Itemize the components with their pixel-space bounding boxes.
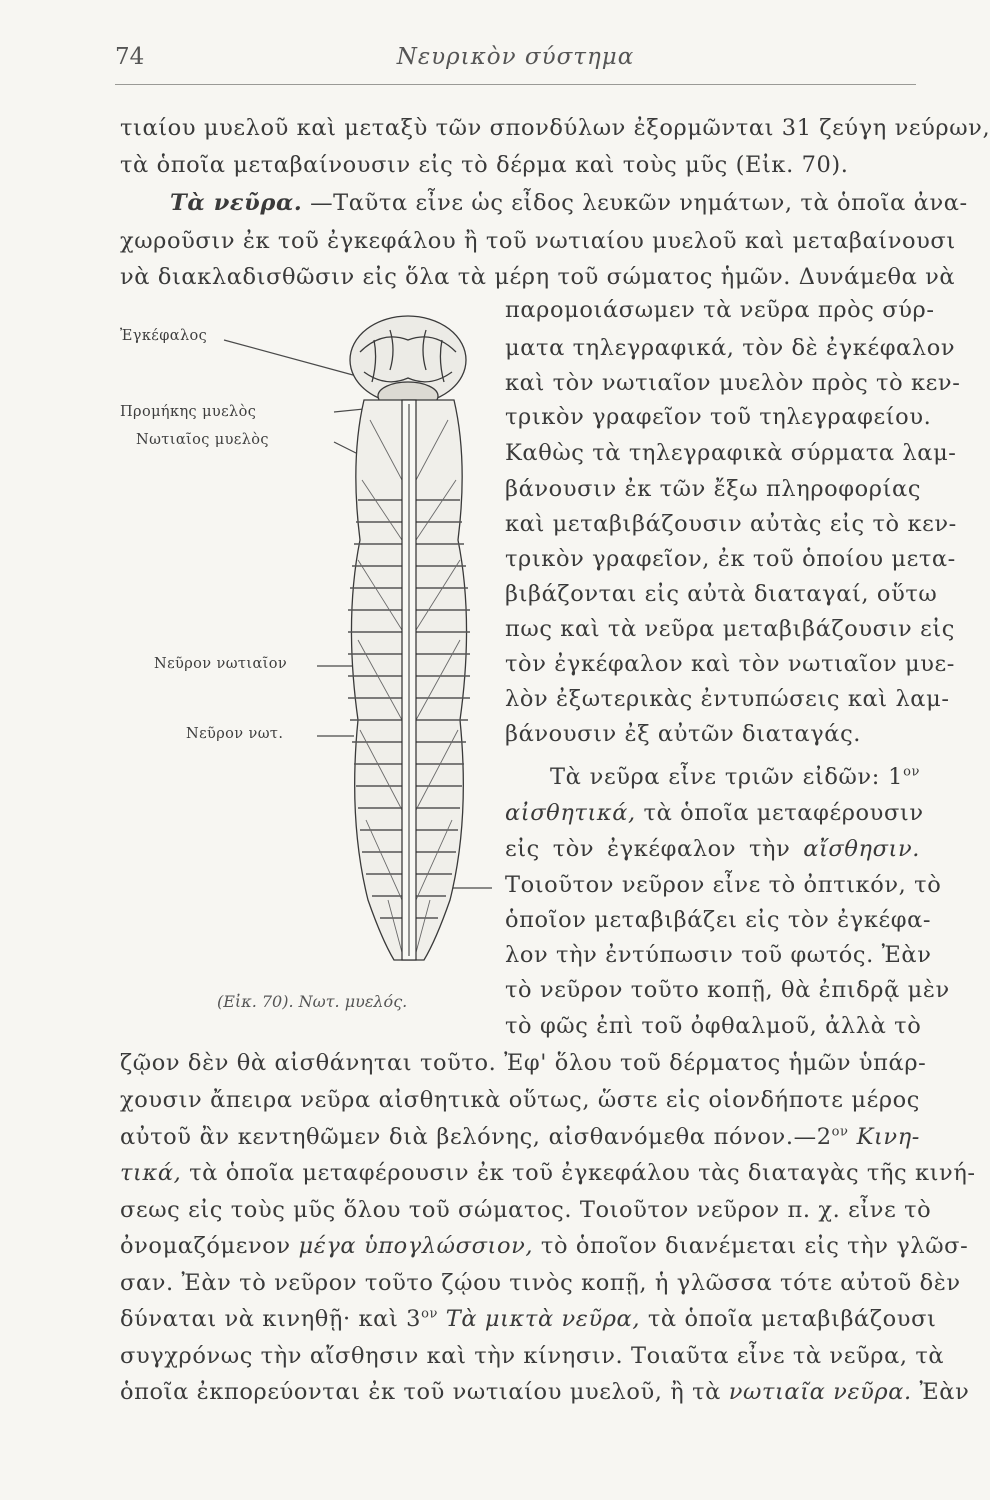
text-line: Τοιοῦτον νεῦρον εἶνε τὸ ὀπτικόν, τὸ bbox=[505, 872, 942, 898]
text-line: ὁποῖον μεταβιβάζει εἰς τὸν ἐγκέφα- bbox=[505, 907, 932, 933]
text-line: συγχρόνως τὴν αἴσθησιν καὶ τὴν κίνησιν. Τοιαῦτα εἶνε τὰ νεῦρα, τὰ bbox=[120, 1343, 945, 1369]
text-line: σεως εἰς τοὺς μῦς ὅλου τοῦ σώματος. Τοιοῦτον νεῦρον π. χ. εἶνε τὸ bbox=[120, 1197, 932, 1223]
text-span: τὰ ὁποῖα μεταφέρουσιν bbox=[635, 800, 924, 826]
text-span: Ἐὰν bbox=[911, 1379, 970, 1405]
text-line bbox=[505, 800, 924, 826]
text-line bbox=[120, 1379, 970, 1405]
superscript: ον bbox=[421, 1306, 438, 1322]
label-medulla: Προμήκης μυελὸς bbox=[120, 404, 257, 420]
text-span: δύναται νὰ κινηθῇ· καὶ 3 bbox=[120, 1306, 422, 1332]
text-span: ὁποῖα ἐκπορεύονται ἐκ τοῦ νωτιαίου μυελοῦ, ἢ τὰ bbox=[120, 1379, 729, 1405]
text-line: χουσιν ἄπειρα νεῦρα αἰσθητικὰ οὕτως, ὥστε εἰς οἱονδήποτε μέρος bbox=[120, 1087, 920, 1113]
text-line: ζῷον δὲν θὰ αἰσθάνηται τοῦτο. Ἐφ' ὅλου τοῦ δέρματος ἡμῶν ὑπάρ- bbox=[120, 1050, 927, 1076]
italic-term: Κινη- bbox=[848, 1124, 920, 1150]
italic-term: τικά, bbox=[120, 1160, 182, 1186]
text-line: παρομοιάσωμεν τὰ νεῦρα πρὸς σύρ- bbox=[505, 297, 935, 323]
label-spinal-cord: Νωτιαῖος μυελὸς bbox=[136, 432, 269, 448]
text-span: τὰ ὁποῖα μεταφέρουσιν ἐκ τοῦ ἐγκεφάλου τὰς διαταγὰς τῆς κινή- bbox=[181, 1160, 976, 1186]
text-line: τιαίου μυελοῦ καὶ μεταξὺ τῶν σπονδύλων ἐξορμῶνται 31 ζεύγη νεύρων, bbox=[120, 115, 990, 141]
text-line bbox=[120, 1160, 976, 1186]
italic-term: αἴσθησιν. bbox=[803, 836, 920, 862]
text-span: τὰ ὁποῖα μεταβιβάζουσι bbox=[640, 1306, 937, 1332]
italic-term: μέγα ὑπογλώσσιον, bbox=[298, 1233, 534, 1259]
page-header bbox=[115, 44, 916, 85]
nervous-system-figure bbox=[112, 300, 502, 1040]
text-line: λὸν ἐξωτερικὰς ἐντυπώσεις καὶ λαμ- bbox=[505, 686, 950, 712]
text-line: βιβάζονται εἰς αὐτὰ διαταγαί, οὕτω bbox=[505, 581, 938, 607]
text-line bbox=[120, 1233, 969, 1259]
text-span: τὸ ὁποῖον διανέμεται εἰς τὴν γλῶσ- bbox=[533, 1233, 969, 1259]
label-nerve-abbr: Νεῦρον νωτ. bbox=[186, 726, 284, 742]
italic-term: Τὰ μικτὰ νεῦρα, bbox=[438, 1306, 641, 1332]
text-line bbox=[120, 1124, 920, 1150]
text-line: καὶ τὸν νωτιαῖον μυελὸν πρὸς τὸ κεν- bbox=[505, 370, 961, 396]
text-line: σαν. Ἐὰν τὸ νεῦρον τοῦτο ζῴου τινὸς κοπῇ, ἡ γλῶσσα τότε αὐτοῦ δὲν bbox=[120, 1270, 961, 1296]
text-line: τρικὸν γραφεῖον τοῦ τηλεγραφείου. bbox=[505, 404, 932, 430]
italic-term: νωτιαῖα νεῦρα. bbox=[728, 1379, 912, 1405]
label-spinal-nerve: Νεῦρον νωτιαῖον bbox=[154, 656, 288, 672]
label-brain: Ἐγκέφαλος bbox=[120, 328, 208, 344]
text-line: νὰ διακλαδισθῶσιν εἰς ὅλα τὰ μέρη τοῦ σώματος ἡμῶν. Δυνάμεθα νὰ bbox=[120, 264, 956, 290]
text-span: Τὰ νεῦρα εἶνε τριῶν εἰδῶν: 1 bbox=[550, 764, 904, 790]
running-title: Νευρικὸν σύστημα bbox=[396, 44, 635, 70]
text-line: πως καὶ τὰ νεῦρα μεταβιβάζουσιν εἰς bbox=[505, 616, 955, 642]
figure-caption: (Εἰκ. 70). Νωτ. μυελός. bbox=[217, 992, 408, 1011]
italic-term: αἰσθητικά, bbox=[505, 800, 636, 826]
section-heading: Τὰ νεῦρα. bbox=[170, 190, 303, 216]
text-line: βάνουσιν ἐξ αὐτῶν διαταγάς. bbox=[505, 721, 862, 747]
text-line: τὸ νεῦρον τοῦτο κοπῇ, θὰ ἐπιδρᾷ μὲν bbox=[505, 977, 950, 1003]
superscript: ον bbox=[831, 1124, 849, 1140]
page-number: 74 bbox=[115, 44, 145, 70]
text-line: καὶ μεταβιβάζουσιν αὐτὰς εἰς τὸ κεν- bbox=[505, 511, 957, 537]
text-line: λον τὴν ἐντύπωσιν τοῦ φωτός. Ἐὰν bbox=[505, 942, 932, 968]
text-line bbox=[505, 836, 920, 862]
text-line: ματα τηλεγραφικά, τὸν δὲ ἐγκέφαλον bbox=[505, 335, 956, 361]
text-span: εἰς τὸν ἐγκέφαλον τὴν bbox=[505, 836, 804, 862]
text-line: τρικὸν γραφεῖον, ἐκ τοῦ ὁποίου μετα- bbox=[505, 546, 956, 572]
text-line: τὰ ὁποῖα μεταβαίνουσιν εἰς τὸ δέρμα καὶ τοὺς μῦς (Εἰκ. 70). bbox=[120, 152, 849, 178]
text-line: τὸ φῶς ἐπὶ τοῦ ὀφθαλμοῦ, ἀλλὰ τὸ bbox=[505, 1013, 922, 1039]
text-line: βάνουσιν ἐκ τῶν ἔξω πληροφορίας bbox=[505, 476, 922, 502]
text-span: —Ταῦτα εἶνε ὡς εἶδος λευκῶν νημάτων, τὰ ὁποῖα ἀνα- bbox=[302, 190, 968, 216]
text-line: τὸν ἐγκέφαλον καὶ τὸν νωτιαῖον μυε- bbox=[505, 651, 955, 677]
text-line: χωροῦσιν ἐκ τοῦ ἐγκεφάλου ἢ τοῦ νωτιαίου μυελοῦ καὶ μεταβαίνουσι bbox=[120, 228, 956, 254]
text-span: αὐτοῦ ἂν κεντηθῶμεν διὰ βελόνης, αἰσθανόμεθα πόνον.—2 bbox=[120, 1124, 832, 1150]
text-line bbox=[550, 764, 920, 790]
text-line: Καθὼς τὰ τηλεγραφικὰ σύρματα λαμ- bbox=[505, 440, 957, 466]
superscript: ον bbox=[903, 764, 920, 780]
text-span: ὀνομαζόμενον bbox=[120, 1233, 299, 1259]
text-line bbox=[170, 190, 968, 216]
text-line bbox=[120, 1306, 937, 1332]
